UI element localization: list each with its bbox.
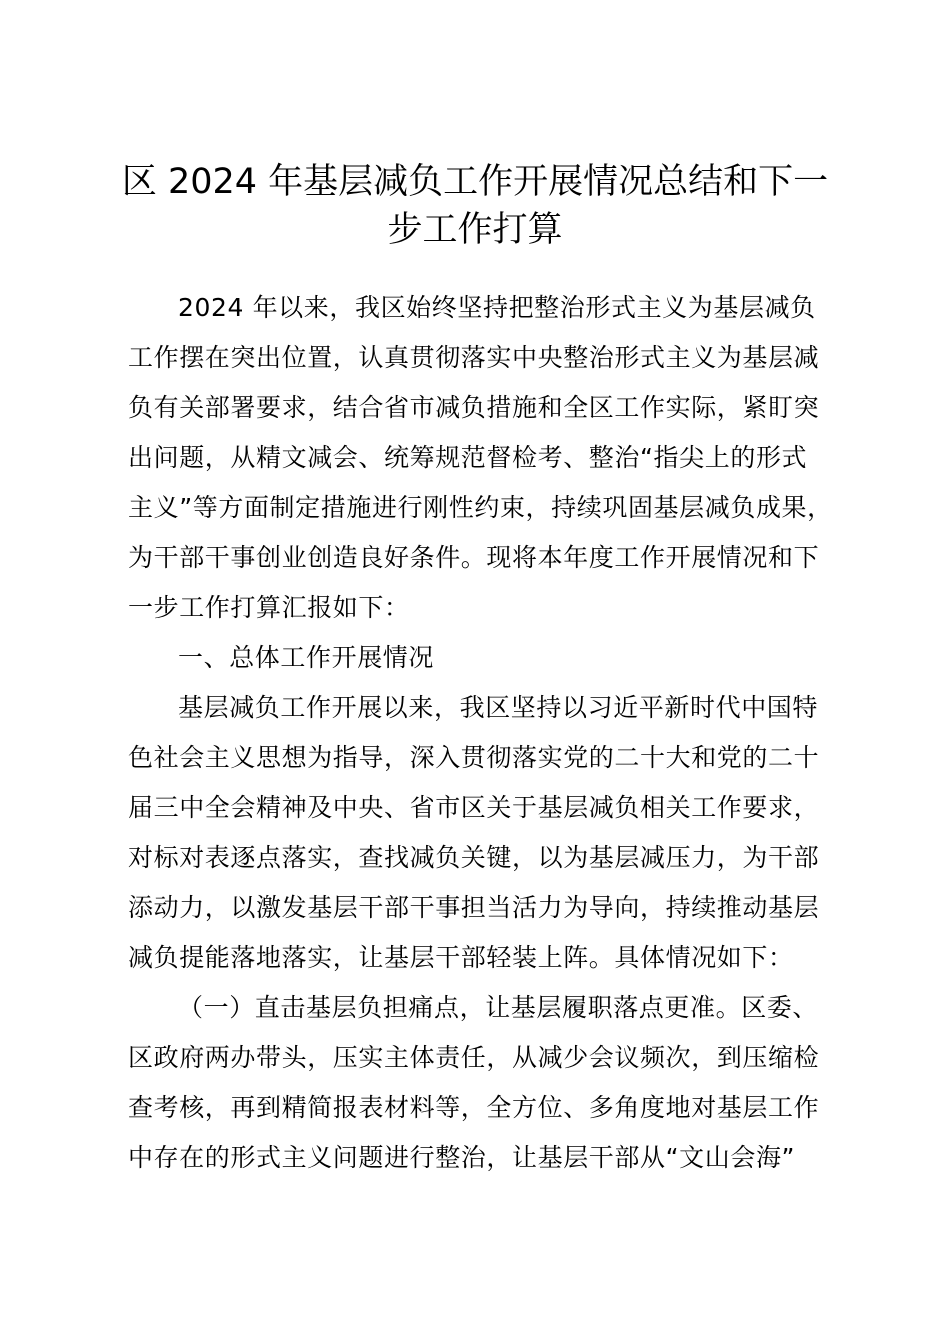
text-line: （一）直击基层负担痛点，让基层履职落点更准。区委、 bbox=[178, 993, 819, 1022]
text-line: 基层减负工作开展以来，我区坚持以习近平新时代中国特 bbox=[178, 693, 819, 722]
text-line: 中存在的形式主义问题进行整治，让基层干部从“文山会海” bbox=[128, 1143, 796, 1172]
document-title bbox=[120, 158, 830, 254]
text-line: 出问题，从精文减会、统筹规范督检考、整治“指尖上的形式 bbox=[128, 443, 808, 472]
text-line: 减负提能落地落实，让基层干部轻装上阵。具体情况如下： bbox=[128, 943, 794, 972]
text-line: 2024 年以来，我区始终坚持把整治形式主义为基层减负 bbox=[178, 293, 816, 322]
intro-paragraph bbox=[128, 283, 858, 633]
text-line: 区政府两办带头，压实主体责任，从减少会议频次，到压缩检 bbox=[128, 1043, 820, 1072]
text-line: 为干部干事创业创造良好条件。现将本年度工作开展情况和下 bbox=[128, 543, 820, 572]
subsection-paragraph bbox=[128, 983, 858, 1183]
document-body bbox=[128, 283, 858, 1183]
section-heading bbox=[128, 633, 858, 683]
section-heading-text: 一、总体工作开展情况 bbox=[178, 643, 435, 672]
text-line: 一步工作打算汇报如下： bbox=[128, 593, 410, 622]
text-line: 色社会主义思想为指导，深入贯彻落实党的二十大和党的二十 bbox=[128, 743, 820, 772]
title-line: 步工作打算 bbox=[387, 210, 563, 250]
title-line: 区 2024 年基层减负工作开展情况总结和下一 bbox=[121, 162, 829, 202]
text-line: 负有关部署要求，结合省市减负措施和全区工作实际，紧盯突 bbox=[128, 393, 820, 422]
text-line: 工作摆在突出位置，认真贯彻落实中央整治形式主义为基层减 bbox=[128, 343, 820, 372]
text-line: 查考核，再到精简报表材料等，全方位、多角度地对基层工作 bbox=[128, 1093, 820, 1122]
overview-paragraph bbox=[128, 683, 858, 983]
text-line: 届三中全会精神及中央、省市区关于基层减负相关工作要求， bbox=[128, 793, 820, 822]
text-line: 主义”等方面制定措施进行刚性约束，持续巩固基层减负成果， bbox=[128, 493, 833, 522]
text-line: 对标对表逐点落实，查找减负关键，以为基层减压力，为干部 bbox=[128, 843, 820, 872]
text-line: 添动力，以激发基层干部干事担当活力为导向，持续推动基层 bbox=[128, 893, 820, 922]
